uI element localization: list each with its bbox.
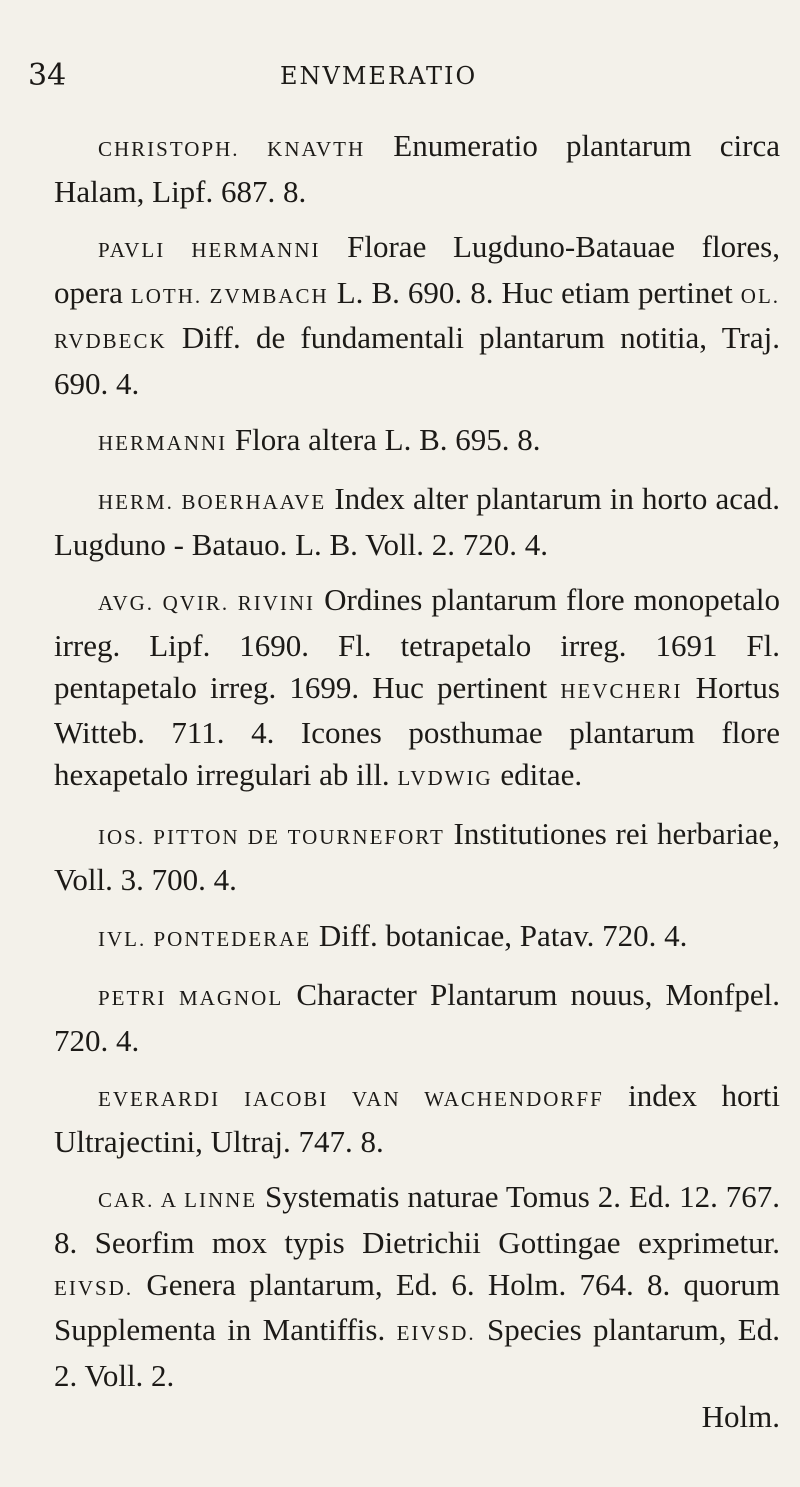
entry-text: Diff. de fundamentali plantarum notitia, Traj. 690. 4.: [54, 320, 780, 401]
bibliography-entry: [54, 125, 780, 212]
entry-text: Species plantarum, Ed. 2. Voll. 2.: [54, 1312, 780, 1393]
bibliography-entry: [54, 226, 780, 404]
bibliography-entry: [54, 579, 780, 799]
bibliography-entry: [54, 1075, 780, 1162]
author-name: LOTH. ZVMBACH: [130, 283, 329, 308]
author-name: HERM. BOERHAAVE: [98, 490, 327, 515]
entry-text: index horti Ultrajectini, Ultraj. 747. 8.: [54, 1078, 780, 1159]
author-name: CAR. A LINNE: [98, 1188, 258, 1213]
entry-text: L. B. 690. 8. Huc etiam pertinet: [328, 274, 741, 310]
entry-text: Florae Lugduno-Batauae flores, opera: [54, 229, 781, 310]
entry-text: Systematis naturae Tomus 2. Ed. 12. 767. 8. Seorfim mox typis Dietrichii Gottingae exprimetur.: [54, 1179, 780, 1261]
author-name: CHRISTOPH. KNAVTH: [98, 137, 366, 161]
bibliography-entry: [54, 478, 780, 565]
author-name: PAVLI HERMANNI: [98, 238, 321, 263]
bibliography-entry: [54, 915, 780, 961]
entry-text: Hortus Witteb. 711. 4. Icones posthumae plantarum flore hexapetalo irregulari ab ill.: [54, 669, 780, 792]
author-name: EIVSD.: [54, 1275, 134, 1300]
bibliography-entry: [54, 813, 780, 900]
author-name: EIVSD.: [396, 1321, 476, 1346]
bibliography-entry: [54, 974, 780, 1061]
bibliography-entry: [54, 419, 780, 465]
bibliography-entry: [54, 1176, 780, 1396]
entry-text: Genera plantarum, Ed. 6. Holm. 764. 8. quorum Supplementa in Mantiffis.: [54, 1266, 780, 1348]
entry-text: Ordines plantarum flore monopetalo irreg. Lipf. 1690. Fl. tetrapetalo irreg. 1691 Fl. pentapetalo irreg. 1699. Huc pertinent: [54, 582, 780, 705]
running-title: ENVMERATIO: [280, 62, 478, 90]
entry-text: Diff. botanicae, Patav. 720. 4.: [311, 917, 688, 953]
author-name: PETRI MAGNOL: [98, 986, 284, 1011]
entry-text: Character Plantarum nouus, Monfpel. 720. 4.: [54, 977, 780, 1058]
page-header: [28, 58, 788, 98]
author-name: AVG. QVIR. RIVINI: [98, 591, 316, 616]
entry-text: Flora altera L. B. 695. 8.: [227, 421, 541, 457]
entry-text: Index alter plantarum in horto acad. Lugduno - Batauo. L. B. Voll. 2. 720. 4.: [54, 481, 780, 562]
author-name: IVL. PONTEDERAE: [98, 926, 312, 951]
author-name: HEVCHERI: [560, 678, 683, 703]
author-name: HERMANNI: [98, 430, 228, 455]
bibliography-list: [54, 125, 780, 1438]
entry-text: Institutiones rei herbariae, Voll. 3. 700. 4.: [54, 816, 780, 897]
entry-text: Enumeratio plantarum circa Halam, Lipf. 687. 8.: [54, 128, 781, 209]
author-name: EVERARDI IACOBI VAN WACHENDORFF: [98, 1087, 604, 1112]
author-name: OL. RVDBECK: [54, 283, 781, 354]
author-name: IOS. PITTON DE TOURNEFORT: [98, 825, 445, 850]
catchword: Holm.: [701, 1399, 780, 1435]
page-number: 34: [28, 58, 67, 93]
author-name: LVDWIG: [397, 765, 493, 790]
entry-text: editae.: [492, 756, 583, 792]
